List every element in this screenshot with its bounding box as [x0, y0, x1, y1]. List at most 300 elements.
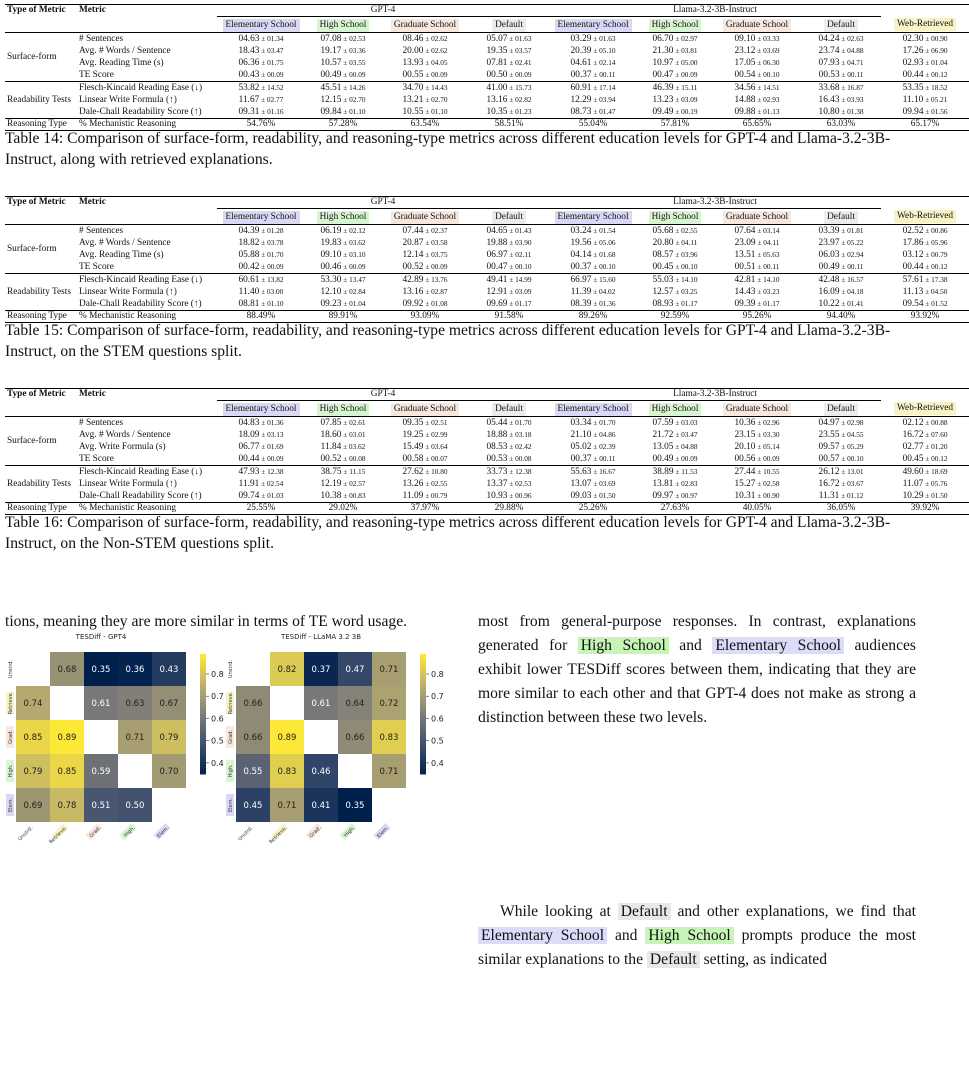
value-cell	[881, 33, 969, 46]
value-cell	[549, 225, 637, 238]
value-cell	[305, 106, 381, 119]
header-level-high-school	[637, 17, 713, 33]
std-value: ±	[507, 58, 516, 67]
highlight-high-school: High School	[578, 637, 669, 654]
mean-value: 11.84	[320, 442, 342, 452]
std-value: ±	[591, 262, 600, 271]
std-value: 01.10	[349, 107, 366, 116]
mean-value: 33.68	[818, 83, 840, 93]
std-value: 03.69	[763, 46, 780, 55]
value-cell	[381, 274, 469, 287]
std-value: 03.78	[267, 238, 284, 247]
heatmap-y-label: High.	[8, 764, 14, 778]
std-value: 01.20	[931, 442, 948, 451]
mean-value: 00.54	[734, 70, 756, 80]
header-level-elementary-school	[217, 17, 305, 33]
std-value: ±	[755, 467, 764, 476]
std-value: ±	[259, 275, 268, 284]
value-cell	[305, 286, 381, 298]
value-cell	[217, 106, 305, 119]
value-cell	[305, 429, 381, 441]
colorbar-segment	[200, 672, 206, 676]
std-value: 02.82	[515, 95, 532, 104]
value-cell	[713, 225, 801, 238]
value-cell	[469, 274, 549, 287]
value-cell: 95.26%	[742, 311, 772, 321]
std-value: ±	[507, 250, 516, 259]
colorbar-segment	[200, 660, 206, 664]
level-chip: Elementary School	[223, 19, 300, 32]
std-value: ±	[755, 262, 764, 271]
colorbar-segment	[200, 753, 206, 757]
heatmap-cell-value: 0.70	[159, 767, 179, 777]
value-cell	[801, 33, 881, 46]
value-cell	[637, 33, 713, 46]
header-empty	[881, 389, 969, 401]
std-value: 00.10	[763, 70, 780, 79]
mean-value: 45.51	[320, 83, 342, 93]
std-value: 00.12	[931, 262, 948, 271]
std-value: ±	[259, 467, 268, 476]
value-cell	[637, 441, 713, 453]
std-value: ±	[259, 491, 268, 500]
heatmap-cell-value: 0.71	[125, 733, 145, 743]
metric-name: % Mechanistic Reasoning	[79, 503, 177, 513]
mean-value: 10.35	[486, 107, 508, 117]
std-value: ±	[755, 83, 764, 92]
mean-value: 00.51	[734, 262, 756, 272]
value-cell	[381, 441, 469, 453]
mean-value: 21.72	[652, 430, 674, 440]
value-cell	[637, 490, 713, 503]
std-value: 00.97	[681, 491, 698, 500]
header-level-graduate-school	[381, 17, 469, 33]
std-value: ±	[507, 442, 516, 451]
mean-value: 08.39	[570, 299, 592, 309]
std-value: 01.16	[267, 107, 284, 116]
std-value: ±	[755, 34, 764, 43]
std-value: 03.81	[681, 46, 698, 55]
std-value: ±	[839, 107, 848, 116]
value-cell: 25.26%	[578, 503, 608, 513]
value-cell	[637, 274, 713, 287]
metric-name: Avg. Reading Time (s)	[79, 249, 164, 260]
mean-value: 08.57	[652, 250, 674, 260]
std-value: 02.11	[515, 250, 532, 259]
mean-value: 42.89	[402, 275, 424, 285]
value-cell	[549, 45, 637, 57]
value-cell	[881, 45, 969, 57]
highlight-high-school: High School	[645, 927, 733, 944]
heatmap-cell-value: 0.63	[125, 699, 145, 709]
mean-value: 14.43	[734, 287, 756, 297]
header-empty	[881, 5, 969, 17]
std-value: 00.07	[431, 454, 448, 463]
metric-name: Linsear Write Formula (↑)	[79, 478, 177, 489]
std-value: ±	[259, 250, 268, 259]
mean-value: 00.52	[402, 262, 424, 272]
value-cell	[381, 261, 469, 274]
std-value: 01.36	[267, 418, 284, 427]
value-cell	[381, 249, 469, 261]
metric-name: TE Score	[79, 261, 114, 272]
std-value: ±	[507, 107, 516, 116]
colorbar-segment	[420, 756, 426, 760]
value-cell	[637, 82, 713, 95]
colorbar-segment	[200, 678, 206, 682]
group-readability-tests: Readability Tests	[7, 478, 71, 489]
heatmap-cell-value: 0.83	[277, 767, 297, 777]
std-value: ±	[341, 479, 350, 488]
std-value: 02.70	[431, 95, 448, 104]
std-value: 00.09	[267, 454, 284, 463]
colorbar-segment	[420, 729, 426, 733]
mean-value: 10.38	[320, 491, 342, 501]
std-value: 00.11	[763, 262, 780, 271]
std-value: 03.64	[431, 442, 448, 451]
metric-name: Avg. Reading Time (s)	[79, 57, 164, 68]
std-value: ±	[341, 238, 350, 247]
colorbar-tick-label: 0.7	[211, 692, 224, 702]
std-value: ±	[755, 70, 764, 79]
mean-value: 55.63	[570, 467, 592, 477]
std-value: ±	[839, 275, 848, 284]
std-value: ±	[423, 58, 432, 67]
level-chip: Default	[492, 19, 526, 32]
level-chip: Web-Retrieved	[894, 18, 956, 31]
header-level-elementary-school	[549, 209, 637, 225]
header-level-elementary-school	[217, 209, 305, 225]
colorbar-segment	[420, 702, 426, 706]
value-cell	[381, 45, 469, 57]
std-value: ±	[839, 95, 848, 104]
std-value: ±	[507, 70, 516, 79]
mean-value: 13.16	[402, 287, 424, 297]
value-cell	[881, 429, 969, 441]
std-value: 00.11	[599, 70, 616, 79]
value-cell	[469, 33, 549, 46]
mean-value: 03.24	[570, 226, 592, 236]
mean-value: 10.55	[402, 107, 424, 117]
heatmap-gpt4	[6, 633, 224, 845]
colorbar-segment	[200, 654, 206, 658]
value-cell	[713, 417, 801, 430]
mean-value: 34.56	[734, 83, 756, 93]
value-cell: 57.81%	[660, 119, 690, 129]
heatmap-x-label: Unstrd.	[237, 825, 255, 843]
header-llama: Llama-3.2-3B-Instruct	[673, 389, 757, 399]
metric-name: Dale-Chall Readability Score (↑)	[79, 490, 202, 501]
header-level-high-school	[305, 209, 381, 225]
value-cell: 92.59%	[660, 311, 690, 321]
mean-value: 16.72	[818, 479, 840, 489]
std-value: ±	[755, 95, 764, 104]
std-value: 00.12	[931, 70, 948, 79]
heatmap-cell-value: 0.66	[345, 733, 365, 743]
std-value: 02.93	[763, 95, 780, 104]
colorbar-tick-label: 0.5	[431, 736, 444, 746]
mean-value: 08.81	[238, 299, 260, 309]
value-cell	[469, 453, 549, 466]
header-blank	[77, 17, 217, 33]
std-value: 00.19	[681, 107, 698, 116]
heatmap-x-label: Grad.	[308, 825, 323, 840]
std-value: 03.09	[681, 95, 698, 104]
mean-value: 27.62	[402, 467, 424, 477]
std-value: ±	[923, 226, 932, 235]
value-cell	[637, 286, 713, 298]
std-value: ±	[591, 454, 600, 463]
mean-value: 00.52	[320, 454, 342, 464]
std-value: ±	[341, 275, 350, 284]
value-cell	[637, 261, 713, 274]
std-value: 04.18	[847, 287, 864, 296]
mean-value: 00.45	[902, 454, 924, 464]
mean-value: 09.10	[734, 34, 756, 44]
level-chip: Elementary School	[555, 211, 632, 224]
std-value: 00.09	[349, 262, 366, 271]
std-value: 04.88	[847, 46, 864, 55]
colorbar-segment	[200, 735, 206, 739]
colorbar-segment	[420, 735, 426, 739]
mean-value: 26.12	[818, 467, 840, 477]
value-cell	[549, 82, 637, 95]
colorbar-segment	[420, 720, 426, 724]
mean-value: 00.53	[486, 454, 508, 464]
std-value: 00.11	[847, 262, 864, 271]
mean-value: 12.29	[570, 95, 592, 105]
std-value: ±	[839, 430, 848, 439]
std-value: ±	[423, 454, 432, 463]
std-value: ±	[341, 299, 350, 308]
colorbar-segment	[200, 744, 206, 748]
std-value: ±	[341, 454, 350, 463]
value-cell: 89.91%	[328, 311, 358, 321]
value-cell	[637, 417, 713, 430]
metric-name: TE Score	[79, 69, 114, 80]
std-value: ±	[341, 430, 350, 439]
colorbar-segment	[420, 762, 426, 766]
std-value: 01.10	[431, 107, 448, 116]
value-cell	[881, 261, 969, 274]
mean-value: 15.49	[402, 442, 424, 452]
table-row	[5, 298, 969, 311]
heatmap-cell-value: 0.71	[277, 801, 297, 811]
heatmap-y-label: Unstrd.	[228, 659, 234, 679]
value-cell	[637, 94, 713, 106]
header-type-of-metric: Type of Metric	[7, 197, 66, 208]
mean-value: 00.50	[486, 70, 508, 80]
std-value: 05.29	[847, 442, 864, 451]
value-cell	[469, 237, 549, 249]
mean-value: 13.23	[652, 95, 674, 105]
mean-value: 12.91	[486, 287, 508, 297]
std-value: ±	[839, 70, 848, 79]
mean-value: 57.61	[902, 275, 924, 285]
std-value: 02.87	[431, 287, 448, 296]
std-value: 05.10	[599, 46, 616, 55]
std-value: ±	[507, 454, 516, 463]
std-value: 00.90	[931, 34, 948, 43]
value-cell	[469, 441, 549, 453]
value-cell	[549, 490, 637, 503]
mean-value: 17.26	[902, 46, 924, 56]
std-value: ±	[673, 238, 682, 247]
heatmap-cell-value: 0.37	[311, 665, 331, 675]
mean-value: 10.93	[486, 491, 508, 501]
std-value: 01.36	[599, 299, 616, 308]
highlight-elementary-school: Elementary School	[712, 637, 844, 654]
value-cell	[469, 490, 549, 503]
std-value: ±	[423, 226, 432, 235]
std-value: 03.62	[349, 238, 366, 247]
std-value: 01.13	[763, 107, 780, 116]
mean-value: 23.15	[734, 430, 756, 440]
value-cell	[381, 225, 469, 238]
value-cell	[217, 274, 305, 287]
std-value: ±	[591, 250, 600, 259]
mean-value: 53.35	[902, 83, 924, 93]
header-level-default	[469, 17, 549, 33]
std-value: ±	[591, 107, 600, 116]
value-cell	[381, 106, 469, 119]
std-value: 11.53	[681, 467, 698, 476]
std-value: ±	[839, 287, 848, 296]
colorbar-segment	[200, 705, 206, 709]
mean-value: 04.39	[238, 226, 260, 236]
mean-value: 09.94	[902, 107, 924, 117]
group-surface-form: Surface-form	[7, 243, 57, 254]
mean-value: 10.80	[818, 107, 840, 117]
mean-value: 04.83	[238, 418, 260, 428]
std-value: 03.00	[266, 287, 284, 296]
header-type-of-metric: Type of Metric	[7, 5, 66, 16]
colorbar-segment	[200, 726, 206, 730]
group-reasoning-type: Reasoning Type	[7, 311, 67, 321]
std-value: 15.73	[515, 83, 532, 92]
mean-value: 18.60	[320, 430, 342, 440]
std-value: ±	[507, 479, 516, 488]
std-value: 03.69	[599, 479, 616, 488]
std-value: ±	[507, 262, 516, 271]
mean-value: 08.53	[486, 442, 508, 452]
std-value: ±	[839, 454, 848, 463]
std-value: 02.94	[847, 250, 864, 259]
colorbar-segment	[420, 657, 426, 661]
std-value: 00.09	[431, 262, 448, 271]
header-level-elementary-school	[549, 17, 637, 33]
heatmap-cell-value: 0.79	[23, 767, 43, 777]
std-value: ±	[259, 454, 268, 463]
colorbar-tick-label: 0.6	[431, 714, 444, 724]
std-value: ±	[341, 262, 350, 271]
std-value: 03.18	[515, 430, 532, 439]
value-cell	[801, 45, 881, 57]
body-right-paragraph-2: While looking at Default and other explanations, we find that Elementary School and High School prompts produce the most similar explanations to the Default setting, as indicated	[478, 903, 917, 968]
value-cell	[305, 478, 381, 490]
std-value: ±	[423, 467, 432, 476]
level-chip: High School	[317, 403, 370, 416]
std-value: ±	[755, 491, 764, 500]
colorbar-segment	[420, 693, 426, 697]
heatmap-cell-value: 0.59	[91, 767, 111, 777]
std-value: ±	[839, 83, 848, 92]
std-value: 05.21	[930, 95, 948, 104]
mean-value: 15.27	[734, 479, 756, 489]
colorbar-segment	[420, 747, 426, 751]
value-cell	[381, 69, 469, 82]
std-value: ±	[591, 467, 600, 476]
std-value: 02.62	[431, 46, 448, 55]
std-value: ±	[673, 418, 682, 427]
std-value: 06.30	[763, 58, 780, 67]
header-metric: Metric	[79, 389, 106, 400]
std-value: ±	[591, 70, 600, 79]
mean-value: 13.21	[402, 95, 424, 105]
mean-value: 16.72	[902, 430, 924, 440]
level-chip: Graduate School	[723, 403, 791, 416]
std-value: 17.14	[599, 83, 616, 92]
value-cell	[637, 249, 713, 261]
value-cell	[881, 249, 969, 261]
std-value: 01.03	[267, 491, 284, 500]
mean-value: 05.88	[238, 250, 260, 260]
std-value: ±	[839, 238, 848, 247]
heatmap-cell-value: 0.79	[159, 733, 179, 743]
std-value: 03.03	[681, 418, 698, 427]
value-cell	[217, 249, 305, 261]
colorbar-segment	[200, 729, 206, 733]
std-value: 12.38	[515, 467, 532, 476]
mean-value: 07.81	[486, 58, 508, 68]
mean-value: 09.97	[652, 491, 674, 501]
colorbar-segment	[200, 702, 206, 706]
std-value: 02.51	[431, 418, 448, 427]
heatmap-title: TESDiff - LLaMA 3.2 3B	[280, 633, 362, 641]
value-cell	[549, 453, 637, 466]
mean-value: 09.03	[570, 491, 592, 501]
std-value: 01.23	[515, 107, 532, 116]
mean-value: 14.88	[734, 95, 756, 105]
value-cell	[217, 429, 305, 441]
std-value: ±	[591, 479, 600, 488]
std-value: ±	[591, 299, 600, 308]
std-value: ±	[507, 418, 516, 427]
std-value: ±	[755, 479, 764, 488]
std-value: 01.50	[599, 491, 616, 500]
mean-value: 23.97	[818, 238, 840, 248]
header-web-retrieved	[881, 401, 969, 417]
std-value: ±	[259, 418, 268, 427]
colorbar-segment	[420, 660, 426, 664]
std-value: ±	[259, 58, 268, 67]
level-chip: High School	[317, 19, 370, 32]
value-cell	[217, 261, 305, 274]
std-value: ±	[839, 491, 847, 500]
mean-value: 09.23	[320, 299, 342, 309]
heatmap-cell-value: 0.71	[379, 767, 399, 777]
table-row	[5, 261, 969, 274]
value-cell: 89.26%	[578, 311, 608, 321]
value-cell	[801, 466, 881, 479]
std-value: 00.12	[931, 454, 948, 463]
heatmap-cell-value: 0.67	[159, 699, 179, 709]
value-cell	[637, 225, 713, 238]
colorbar-segment	[420, 711, 426, 715]
std-value: 03.13	[267, 430, 284, 439]
mean-value: 19.56	[570, 238, 592, 248]
value-cell	[217, 478, 305, 490]
